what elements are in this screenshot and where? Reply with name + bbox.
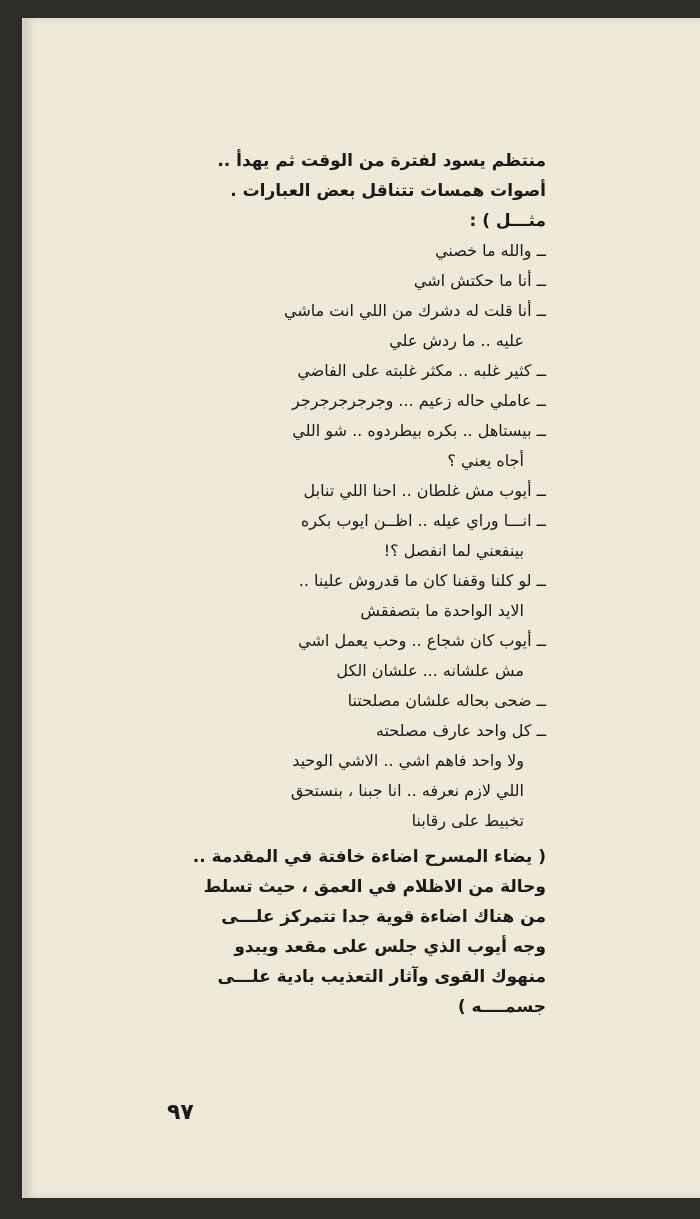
dialogue-continuation: الايد الواحدة ما بتصفقش	[360, 601, 524, 620]
dialogue-line: ــ أنا ما حكتش اشي	[413, 271, 546, 290]
dialogue-line: ــ أيوب كان شجاع .. وحب يعمل اشي	[298, 631, 546, 650]
dialogue-line: ــ والله ما خصني	[435, 241, 546, 260]
dialogue-continuation: مش علشانه ... علشان الكل	[336, 661, 524, 680]
dialogue-continuation: أجاه يعني ؟	[447, 451, 524, 470]
stage-direction-line: من هناك اضاءة قوية جدا تتمركز علـــى	[221, 907, 546, 927]
dialogue-line: ــ أنا قلت له دشرك من اللي انت ماشي	[284, 301, 546, 320]
dialogue-line: ــ انـــا وراي عيله .. اظــن ايوب بكره	[300, 511, 546, 530]
stage-direction-line: وحالة من الاظلام في العمق ، حيث تسلط	[203, 877, 546, 897]
page-number: ٩٧	[167, 1100, 194, 1125]
dialogue-line: ــ كثير غلبه .. مكثر غلبته على الفاضي	[297, 361, 546, 380]
stage-direction-line: ( يضاء المسرح اضاءة خافتة في المقدمة ..	[192, 847, 546, 867]
dialogue-continuation: اللي لازم نعرفه .. انا جبنا ، بنستحق	[290, 781, 524, 800]
intro-line: أصوات همسات تتناقل بعض العبارات .	[230, 181, 546, 201]
dialogue-line: ــ ضحى بحاله علشان مصلحتنا	[347, 691, 546, 710]
dialogue-continuation: بينفعني لما انفصل ؟!	[383, 541, 524, 560]
dialogue-line: ــ أيوب مش غلطان .. احنا اللي تنابل	[303, 481, 546, 500]
dialogue-continuation: تخبيط على رقابنا	[411, 811, 524, 830]
stage-direction-line: منهوك القوى وآثار التعذيب بادية علـــى	[217, 967, 546, 987]
dialogue-continuation: ولا واحد فاهم اشي .. الاشي الوحيد	[292, 751, 524, 770]
dialogue-continuation: عليه .. ما ردش علي	[389, 331, 524, 350]
dialogue-line: ــ عاملي حاله زعيم ... وجرجرجرجرجر	[292, 391, 546, 410]
page-text	[174, 146, 546, 1022]
page-content	[24, 18, 700, 1198]
book-page	[22, 18, 700, 1198]
intro-line: مثـــل ) :	[469, 211, 546, 231]
stage-direction-line: جسمــــه )	[457, 997, 546, 1017]
dialogue-line: ــ لو كلنا وقفنا كان ما قدروش علينا ..	[298, 571, 546, 590]
dialogue-line: ــ كل واحد عارف مصلحته	[375, 721, 546, 740]
stage-direction-line: وجه أيوب الذي جلس على مقعد ويبدو	[234, 937, 546, 957]
dialogue-line: ــ بيستاهل .. بكره بيطردوه .. شو اللي	[292, 421, 546, 440]
intro-line: منتظم يسود لفترة من الوقت ثم يهدأ ..	[217, 151, 546, 171]
